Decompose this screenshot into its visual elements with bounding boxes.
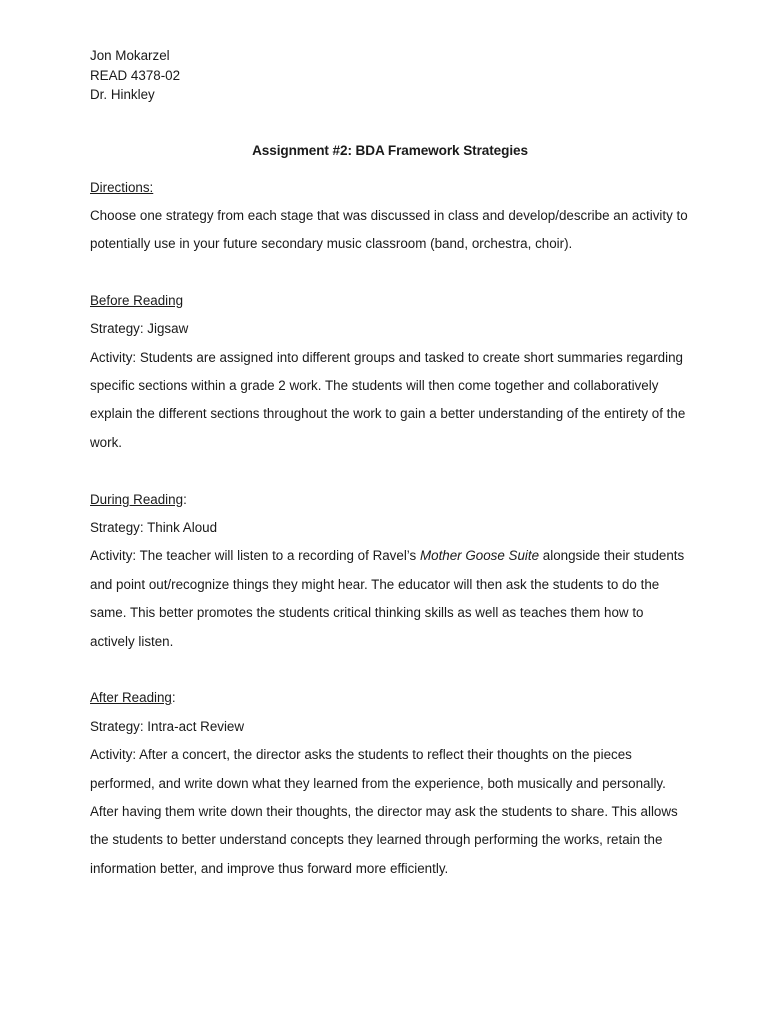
assignment-title: Assignment #2: BDA Framework Strategies: [252, 142, 528, 158]
section-heading-label: Before Reading: [90, 292, 184, 308]
section-during-reading: [90, 486, 690, 656]
section-heading: [90, 287, 690, 315]
instructor-name: Dr. Hinkley: [90, 87, 155, 102]
author-name: Jon Mokarzel: [90, 48, 170, 63]
section-heading: [90, 486, 690, 514]
directions-heading: [90, 177, 690, 199]
strategy-line: Strategy: Jigsaw: [90, 321, 189, 337]
section-heading: [90, 684, 690, 712]
section-after-reading: [90, 684, 690, 883]
activity-text-end: alongside their students and point out/recognize things they might hear. The educator will then ask the students to do the same. This better promotes the students critical thinking skills as well as teaches them how to actively listen.: [90, 548, 685, 649]
section-heading-label: During Reading: [90, 491, 184, 507]
directions-label: Directions:: [90, 179, 154, 195]
activity-text: Activity: After a concert, the director asks the students to reflect their thoughts on the pieces performed, and write down what they learned from the experience, both musically and personally. After having them write down their thoughts, the director may ask the students to share. This allows the students to better understand concepts they learned through performing the works, retain the information better, and improve thus forward more efficiently.: [90, 747, 678, 876]
section-heading-suffix: :: [171, 690, 176, 706]
activity-text-start: Activity: The teacher will listen to a recording of Ravel’s: [90, 548, 420, 564]
section-before-reading: [90, 287, 690, 457]
section-heading-label: After Reading: [90, 690, 172, 706]
course-code: READ 4378-02: [90, 67, 181, 83]
directions-text: Choose one strategy from each stage that was discussed in class and develop/describe an activity to potentially use in your future secondary music classroom (band, orchestra, choir).: [90, 207, 688, 251]
activity-text: Activity: Students are assigned into different groups and tasked to create short summaries regarding specific sections within a grade 2 work. The students will then come together and collaboratively explain the different sections throughout the work to gain a better understanding of the entirety of the work.: [90, 349, 686, 450]
work-title: Mother Goose Suite: [419, 548, 540, 564]
strategy-line: Strategy: Intra-act Review: [90, 718, 245, 734]
strategy-line: Strategy: Think Aloud: [90, 519, 218, 535]
section-heading-suffix: :: [183, 491, 187, 507]
activity-text: [90, 542, 690, 656]
document-page: [90, 46, 690, 883]
